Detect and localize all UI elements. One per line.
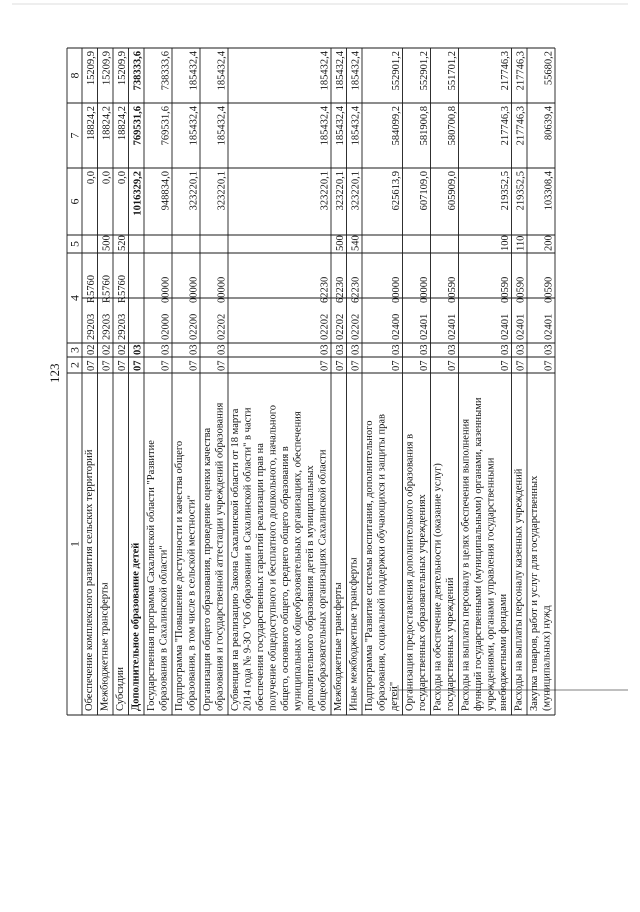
row-name: внебюджетными фондами [498,593,509,711]
row-cs-suffix: 00000 [391,276,402,303]
row-value-col8: 185432,4 [216,51,228,91]
column-header: 4 [67,295,82,301]
row-value-col8: 217746,3 [500,51,511,91]
row-value-col6: 607109,0 [419,171,430,211]
row-name: Организация предоставления дополнительного образования в [404,433,416,711]
table-row [333,50,346,711]
row-prz: 03 [319,344,331,355]
row-value-col7: 185432,4 [319,106,331,146]
table-row [529,51,555,711]
row-value-col6: 323220,1 [350,171,362,211]
row-rz: 07 [160,360,172,371]
row-cs-suffix: R5760 [101,274,113,303]
table-row [146,51,172,711]
row-value-col6: 0,0 [101,171,113,185]
row-value-col8: 185432,4 [319,51,331,91]
row-name: Межбюджетные трансферты [99,582,111,711]
row-name: Расходы на выплаты персоналу казенных учреждений [513,468,525,711]
row-prz: 03 [500,344,511,355]
row-cs-suffix: 00000 [216,276,228,303]
column-header: 8 [67,72,82,79]
row-rz: 07 [391,360,402,371]
row-name: 2014 года № 9-ЗО "Об образовании в Сахалинской области" в части [242,407,254,711]
row-name: получение общедоступного и бесплатного дошкольного, начального [267,404,279,711]
row-rz: 07 [216,360,228,371]
table-row [100,51,113,711]
row-cs: 02200 [188,313,200,340]
row-name: Дополнительное образование детей [130,542,142,711]
table-row [202,50,228,711]
row-value-col6: 948834,0 [160,171,172,211]
row-cs: 02401 [500,313,511,340]
row-value-col8: 738333,6 [160,51,172,91]
row-name: обеспечения государственных гарантий реализации прав на [255,443,266,711]
row-name: Государственная программа Сахалинской области "Развитие [146,440,157,711]
row-rz: 07 [419,360,430,371]
row-cs: 02401 [419,313,430,340]
row-value-col7: 18824,2 [101,106,113,141]
row-cs: 02401 [515,313,527,340]
column-header: 3 [67,347,82,353]
row-name: Подпрограмма "Повышение доступности и качества общего [174,440,185,711]
row-name: дополнительного образования детей в муниципальных [305,465,316,711]
row-value-col7: 580700,8 [447,106,458,146]
row-name: Иные межбюджетные трансферты [348,557,360,711]
row-value-col6: 0,0 [117,171,128,185]
row-prz: 03 [515,344,527,355]
row-name: детей" [389,681,400,711]
row-value-col7: 769531,6 [132,106,144,146]
row-value-col6: 219352,5 [500,171,511,211]
row-value-col7: 185432,4 [216,106,228,146]
row-value-col6: 323220,1 [188,171,200,211]
row-value-col7: 185432,4 [188,106,200,146]
row-value-col6: 625613,9 [391,171,402,211]
row-cs: 02401 [543,313,555,340]
row-prz: 02 [86,344,97,355]
row-value-col6: 605909,0 [447,171,458,211]
row-rz: 07 [543,360,555,371]
row-rz: 07 [515,360,527,371]
row-name: образования, в том числе в сельской местности" [186,495,198,711]
row-cs-suffix: 00590 [515,276,527,303]
row-cs: 29203 [86,313,97,340]
table-row [115,51,128,711]
row-name: Расходы на выплаты персоналу в целях обеспечения выполнения [460,418,472,711]
row-cs-suffix: 62230 [319,276,331,303]
row-value-col8: 185432,4 [350,51,362,91]
row-value-col6: 219352,5 [515,171,527,211]
row-vr: 540 [350,235,362,251]
column-header: 5 [67,241,82,247]
page-number: 123 [47,363,62,383]
row-value-col7: 18824,2 [86,106,97,141]
row-cs: 02202 [350,313,362,340]
row-value-col7: 584099,2 [391,106,402,146]
row-value-col6: 323220,1 [335,171,346,211]
row-prz: 03 [447,344,458,355]
row-cs-suffix: 00000 [160,276,172,303]
row-cs-suffix: 00000 [188,276,200,303]
row-prz: 03 [543,344,555,355]
row-name: Подпрограмма "Развитие системы воспитания, дополнительного [364,420,375,711]
row-value-col7: 769531,6 [160,106,172,146]
row-rz: 07 [132,360,144,371]
row-prz: 03 [216,344,228,355]
table-row [131,51,144,711]
row-cs: 29203 [117,313,128,340]
row-value-col8: 551701,2 [447,51,458,91]
row-value-col6: 1016329,2 [132,171,144,216]
row-value-col6: 323220,1 [319,171,331,211]
row-prz: 03 [160,344,172,355]
row-vr: 520 [117,235,128,251]
row-rz: 07 [335,360,346,371]
row-value-col8: 15209,9 [86,51,97,86]
row-cs: 02000 [160,313,172,340]
row-name: государственных образовательных учреждениях [417,494,428,711]
row-value-col6: 103308,4 [543,171,555,211]
row-name: образования и государственной аттестации учреждений образования [214,402,226,711]
row-rz: 07 [447,360,458,371]
row-cs-suffix: 62230 [350,276,362,303]
row-value-col8: 185432,4 [188,51,200,91]
row-cs: 29203 [101,313,113,340]
row-name: Субсидии [115,666,126,711]
row-prz: 02 [101,344,113,355]
row-name: Закупка товаров, работ и услуг для государственных [529,475,540,711]
row-rz: 07 [117,360,128,371]
row-name: Обеспечение комплексного развития сельских территорий [84,449,95,711]
row-name: Субвенция на реализацию Закона Сахалинской области от 18 марта [230,408,241,711]
row-name: учреждениями, органами управления государственными [485,457,497,711]
row-cs-suffix: 00590 [543,276,555,303]
column-header: 1 [67,541,82,547]
row-value-col7: 80639,4 [543,106,555,141]
row-value-col7: 217746,3 [515,106,527,146]
row-value-col8: 15209,9 [101,51,113,86]
row-value-col7: 18824,2 [117,106,128,141]
row-value-col8: 217746,3 [515,51,527,91]
row-vr: 500 [101,235,113,251]
row-cs-suffix: 00590 [447,276,458,303]
row-name: функций государственными (муниципальными) органами, казенными [473,397,484,711]
row-value-col8: 552901,2 [391,51,402,91]
row-name: государственных учреждений [445,577,456,711]
row-name: образования, социальной поддержки обучающихся и защиты прав [376,414,388,711]
row-value-col7: 581900,8 [419,106,430,146]
row-cs-suffix: 00590 [500,276,511,303]
row-value-col6: 0,0 [86,171,97,185]
column-header: 2 [67,362,82,368]
row-rz: 07 [101,360,113,371]
row-rz: 07 [319,360,331,371]
table-row [461,51,512,711]
row-prz: 02 [117,344,128,355]
row-value-col7: 217746,3 [500,106,511,146]
row-prz: 03 [419,344,430,355]
row-prz: 03 [391,344,402,355]
table-row [514,51,527,711]
row-name: общего, основного общего, среднего общего образования в [280,446,291,711]
row-cs: 02202 [319,313,331,340]
row-cs-suffix: 62230 [335,276,346,303]
row-cs: 02202 [335,313,346,340]
row-value-col8: 185432,4 [335,51,346,91]
row-prz: 03 [350,344,362,355]
row-vr: 100 [500,235,511,251]
row-cs: 02202 [216,313,228,340]
row-name: Межбюджетные трансферты [333,582,344,711]
row-name: Организация общего образования, проведение оценки качества [202,427,213,711]
row-vr: 500 [335,235,346,251]
row-cs: 02400 [391,313,402,340]
row-rz: 07 [500,360,511,371]
row-value-col8: 55680,2 [543,51,555,86]
table-row [349,50,362,711]
table-row [364,51,402,711]
row-rz: 07 [86,360,97,371]
row-rz: 07 [188,360,200,371]
column-header: 7 [67,132,82,139]
row-value-col8: 738333,6 [132,51,144,91]
table-row [84,51,97,711]
row-value-col6: 323220,1 [216,171,228,211]
row-name: образования в Сахалинской области" [158,545,170,711]
row-name: общеобразовательных организациях Сахалинской области [317,449,329,711]
row-prz: 03 [132,344,144,355]
row-name: (муниципальных) нужд [541,605,553,711]
row-vr: 200 [543,235,555,251]
row-prz: 03 [335,344,346,355]
row-rz: 07 [350,360,362,371]
row-value-col7: 185432,4 [350,106,362,146]
row-value-col8: 15209,9 [117,51,128,86]
table-row [433,51,459,711]
row-cs: 02401 [447,313,458,340]
table-row [174,50,200,711]
row-cs-suffix: R5760 [117,274,128,303]
budget-table [68,50,555,711]
table-row [405,51,431,711]
row-vr: 110 [515,235,527,251]
column-header: 6 [67,198,82,205]
row-prz: 03 [188,344,200,355]
row-cs-suffix: 00000 [419,276,430,303]
row-value-col8: 552901,2 [419,51,430,91]
row-value-col7: 185432,4 [335,106,346,146]
row-name: муниципальных общеобразовательных организациях, обеспечения [292,411,304,711]
row-cs-suffix: R5760 [86,274,97,303]
table-row [230,50,331,711]
row-name: Расходы на обеспечение деятельности (оказание услуг) [432,463,444,711]
